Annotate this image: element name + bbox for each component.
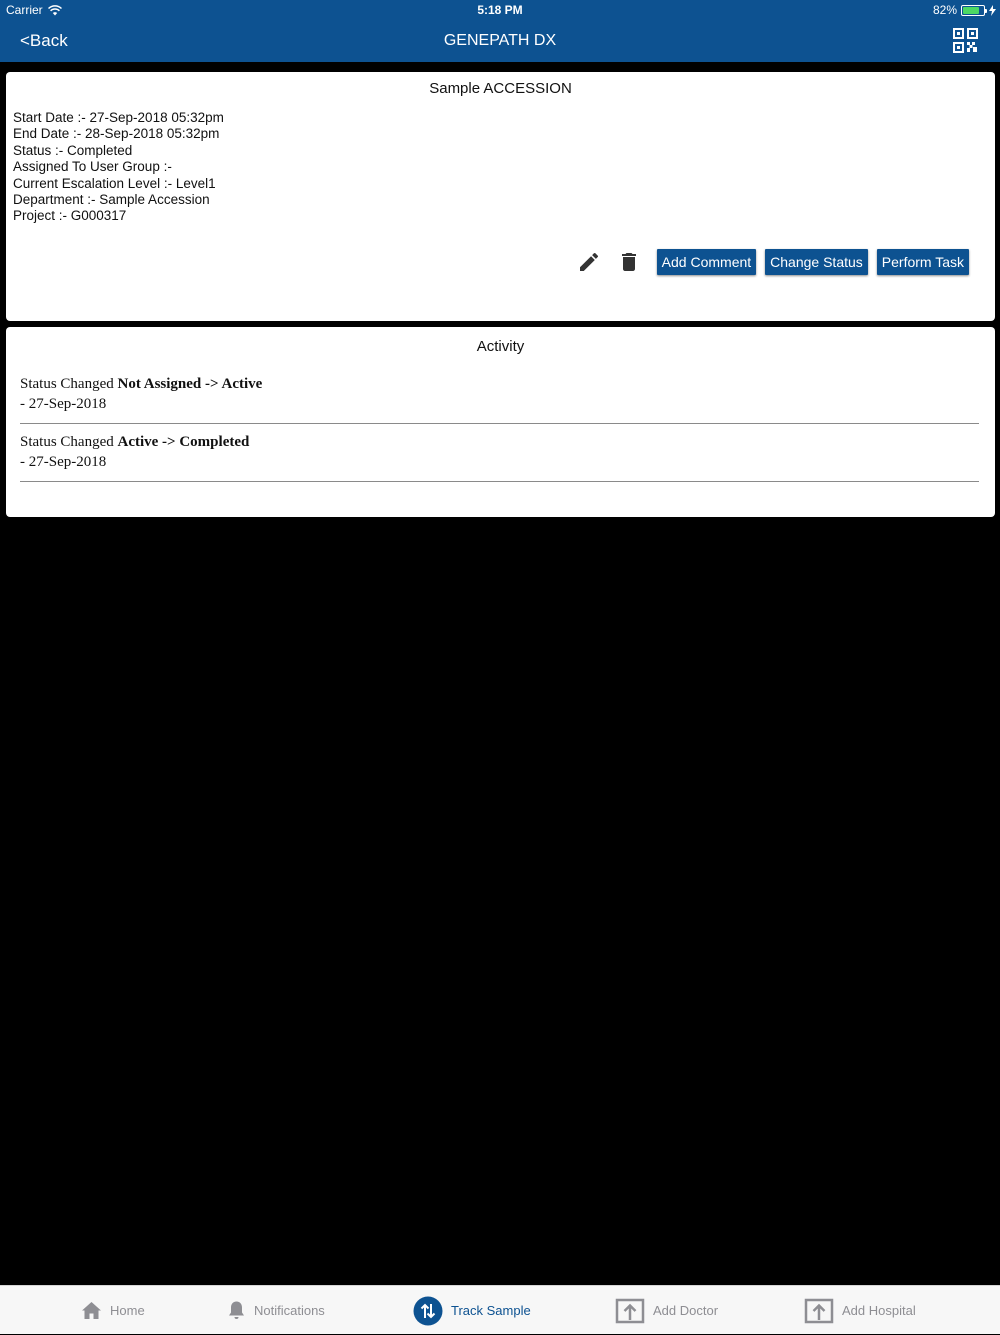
- sample-details: [13, 110, 224, 225]
- bell-icon: [227, 1300, 246, 1321]
- navigation-bar: [0, 22, 1000, 62]
- qr-code-icon[interactable]: [953, 28, 978, 53]
- detail-project: Project :- G000317: [13, 208, 224, 224]
- perform-task-button[interactable]: Perform Task: [877, 249, 969, 275]
- tab-label: Add Hospital: [842, 1303, 916, 1318]
- battery-icon: [961, 5, 985, 16]
- status-time: 5:18 PM: [0, 3, 1000, 17]
- activity-list: [20, 375, 979, 491]
- activity-date: - 27-Sep-2018: [20, 453, 979, 473]
- sample-card: [6, 72, 995, 321]
- activity-prefix: Status Changed: [20, 434, 118, 450]
- activity-date: - 27-Sep-2018: [20, 395, 979, 415]
- detail-status: Status :- Completed: [13, 143, 224, 159]
- activity-card: [6, 327, 995, 517]
- tab-label: Track Sample: [451, 1303, 531, 1318]
- activity-item: [20, 433, 979, 482]
- carrier-label: Carrier: [6, 3, 43, 17]
- tab-label: Home: [110, 1303, 145, 1318]
- sample-title: Sample ACCESSION: [6, 72, 995, 97]
- activity-line: [20, 375, 979, 395]
- app-title: GENEPATH DX: [0, 32, 1000, 50]
- activity-line: [20, 433, 979, 453]
- activity-change: Not Assigned -> Active: [118, 376, 263, 392]
- tab-home[interactable]: [81, 1286, 145, 1335]
- charging-bolt-icon: [989, 5, 996, 16]
- detail-start-date: Start Date :- 27-Sep-2018 05:32pm: [13, 110, 224, 126]
- tab-label: Notifications: [254, 1303, 325, 1318]
- track-icon: [413, 1296, 443, 1326]
- detail-department: Department :- Sample Accession: [13, 192, 224, 208]
- home-icon: [81, 1301, 102, 1320]
- activity-change: Active -> Completed: [118, 434, 250, 450]
- detail-end-date: End Date :- 28-Sep-2018 05:32pm: [13, 126, 224, 142]
- tab-label: Add Doctor: [653, 1303, 718, 1318]
- change-status-button[interactable]: Change Status: [765, 249, 868, 275]
- sample-actions: [575, 248, 969, 276]
- activity-item: [20, 375, 979, 424]
- status-bar: [0, 0, 1000, 22]
- tab-notifications[interactable]: [227, 1286, 325, 1335]
- activity-title: Activity: [6, 327, 995, 355]
- edit-icon[interactable]: [575, 248, 603, 276]
- tab-track-sample[interactable]: [413, 1286, 531, 1335]
- upload-icon: [804, 1298, 834, 1324]
- upload-icon: [615, 1298, 645, 1324]
- detail-user-group: Assigned To User Group :-: [13, 159, 224, 175]
- tab-bar: [0, 1285, 1000, 1334]
- tab-add-doctor[interactable]: [615, 1286, 718, 1335]
- add-comment-button[interactable]: Add Comment: [657, 249, 756, 275]
- battery-indicator: [933, 3, 996, 17]
- back-button[interactable]: <Back: [20, 31, 68, 51]
- delete-icon[interactable]: [615, 248, 643, 276]
- battery-percent: 82%: [933, 3, 957, 17]
- activity-prefix: Status Changed: [20, 376, 118, 392]
- tab-add-hospital[interactable]: [804, 1286, 916, 1335]
- detail-escalation-level: Current Escalation Level :- Level1: [13, 176, 224, 192]
